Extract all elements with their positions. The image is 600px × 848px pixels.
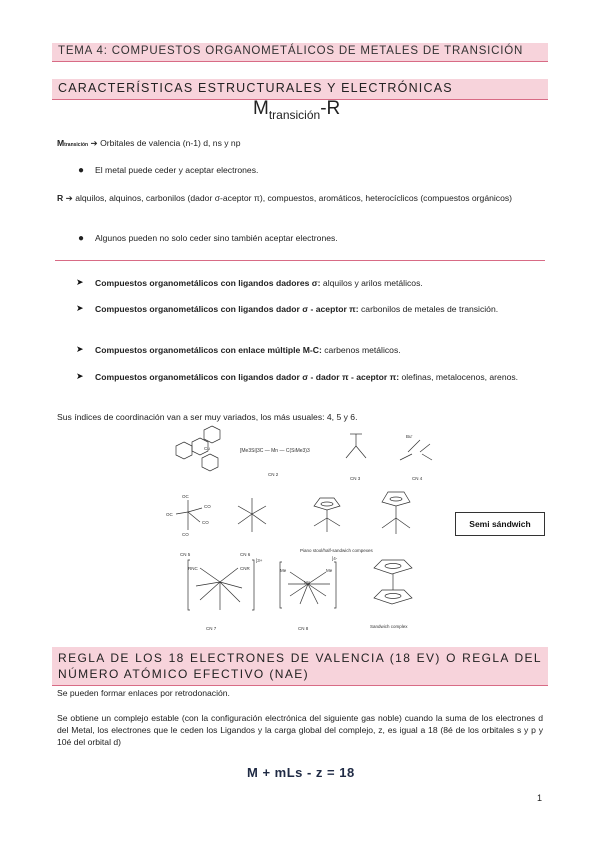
formula-label: ]4- xyxy=(332,556,338,561)
list-item xyxy=(78,164,84,177)
arrowhead-bullet-icon: ➤ xyxy=(76,344,84,354)
bullet-icon: ● xyxy=(78,165,85,176)
formula-label: OC xyxy=(166,512,173,517)
formula-label: Mo xyxy=(304,580,311,585)
cn-label: CN 5 xyxy=(180,552,191,557)
cn-label: CN 3 xyxy=(350,476,361,481)
formula-label: Cu xyxy=(204,446,210,451)
list-item: Compuestos organometálicos con ligandos dador σ - dador π - aceptor π: olefinas, metalocenos, arenos. xyxy=(95,372,519,382)
formula-label: Me xyxy=(326,568,333,573)
paragraph-retrodonacion: Se pueden formar enlaces por retrodonación. xyxy=(57,688,230,698)
formula-m-r: $M_{transición}-R$ xyxy=(253,98,341,122)
formula-label: ]3+ xyxy=(256,558,263,563)
arrow-icon: ➔ xyxy=(90,138,98,148)
coordination-text: Sus índices de coordinación van a ser muy variados, los más usuales: 4, 5 y 6. xyxy=(57,412,358,422)
formula-label: CO xyxy=(204,504,211,509)
cn-label: CN 8 xyxy=(298,626,309,631)
m-definition: Mtransición ➔ Orbitales de valencia (n-1) d, ns y np xyxy=(57,138,241,148)
cn-label: CN 4 xyxy=(412,476,423,481)
formula-label: Bu' xyxy=(406,434,413,439)
caption-label: Piano stool/half-sandwich compexes xyxy=(300,548,373,553)
cn-label: CN 7 xyxy=(206,626,217,631)
list-item: Compuestos organometálicos con ligandos dadores σ: alquilos y arilos metálicos. xyxy=(95,278,423,288)
arrowhead-bullet-icon: ➤ xyxy=(76,277,84,287)
document-title: TEMA 4: COMPUESTOS ORGANOMETÁLICOS DE METALES DE TRANSICIÓN xyxy=(58,45,524,57)
formula-label: Me xyxy=(280,568,287,573)
aryl-ring-shape xyxy=(202,454,218,471)
aryl-ring-shape xyxy=(204,426,220,443)
divider xyxy=(55,260,545,261)
r-definition: R ➔ alquilos, alquinos, carbonilos (dador σ-aceptor π), compuestos, aromáticos, heterocíclicos (compuestos orgánicos) xyxy=(57,193,513,203)
list-item: Compuestos organometálicos con enlace múltiple M-C: carbenos metálicos. xyxy=(95,345,401,355)
section-heading-1 xyxy=(52,79,548,100)
document-header xyxy=(52,43,548,62)
coordination-figure xyxy=(160,422,460,638)
formula-label: OC xyxy=(182,494,189,499)
bullet-icon: ● xyxy=(78,233,85,244)
arrowhead-bullet-icon: ➤ xyxy=(76,303,84,313)
section-title-1: CARACTERÍSTICAS ESTRUCTURALES Y ELECTRÓNICAS xyxy=(58,81,453,95)
r-bullet-text: Algunos pueden no solo ceder sino también aceptar electrones. xyxy=(95,233,338,243)
section-title-2: REGLA DE LOS 18 ELECTRONES DE VALENCIA (18 EV) O REGLA DEL NÚMERO ATÓMICO EFECTIVO (NAE) xyxy=(58,651,542,681)
formula-label: CO xyxy=(182,532,189,537)
caption-label: Sandwich complex xyxy=(370,624,408,629)
arrowhead-bullet-icon: ➤ xyxy=(76,371,84,381)
m-bullet-text: El metal puede ceder y aceptar electrones. xyxy=(95,165,259,175)
eighteen-electron-rule: M + mLs - z = 18 xyxy=(247,765,355,780)
formula-label: CO xyxy=(202,520,209,525)
semi-sandwich-label-box: Semi sándwich xyxy=(455,512,545,536)
formula-label: CNR xyxy=(240,566,250,571)
page-number: 1 xyxy=(537,793,543,803)
cn-label: CN 6 xyxy=(240,552,251,557)
molecule-label: [Me3Si]3C — Mn — C(SiMe3)3 xyxy=(240,448,310,454)
paragraph-18-electrons: Se obtiene un complejo estable (con la configuración electrónica del siguiente gas noble) cuando la suma de los electrones d del Metal, los electrones que le ceden los Ligandos y la carga global del complejo, z, es igual a 18 (8é de los orbitales s y p y 10é del orbital d) xyxy=(57,713,543,747)
aryl-ring-shape xyxy=(176,442,192,459)
cn-label: CN 2 xyxy=(268,472,279,477)
formula-label: RNC xyxy=(188,566,198,571)
list-item: Compuestos organometálicos con ligandos dador σ - aceptor π: carbonilos de metales de transición. xyxy=(95,304,499,314)
arrow-icon: ➔ xyxy=(65,193,73,203)
section-heading-2 xyxy=(52,647,548,686)
list-item xyxy=(78,232,84,245)
